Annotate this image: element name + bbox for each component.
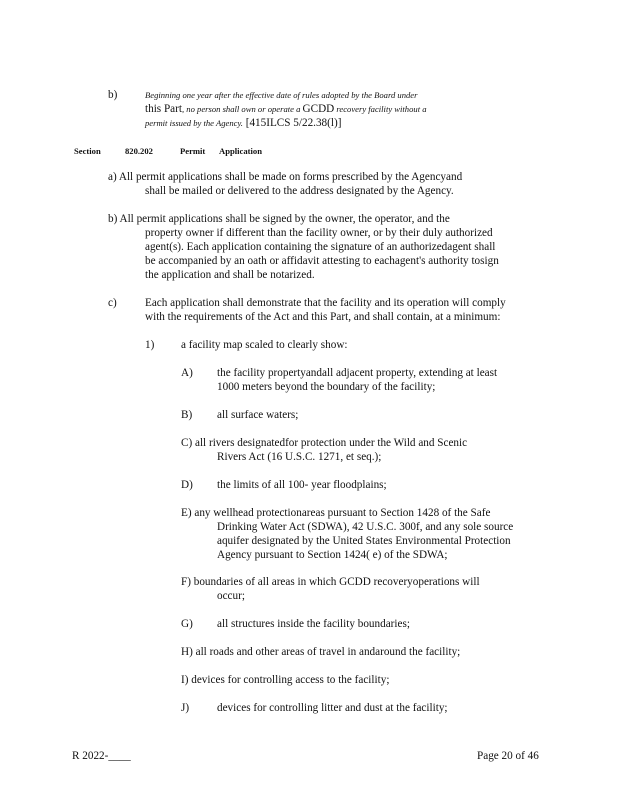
item-C-line-1: C) all rivers designatedfor protection under the Wild and Scenic xyxy=(181,437,468,449)
item-B-label: B) xyxy=(181,409,193,421)
item-E-line-2: Drinking Water Act (SDWA), 42 U.S.C. 300f, and any sole source xyxy=(217,521,514,533)
footer-document-number: R 2022-____ xyxy=(72,750,131,762)
section-label: Section xyxy=(74,146,101,156)
item-b-line-3-part-b: [415ILCS 5/22.38(l)] xyxy=(242,117,342,129)
item-b-line-3 xyxy=(145,116,427,130)
paragraph-c-label: c) xyxy=(108,297,117,309)
item-b-paragraph xyxy=(145,88,427,130)
section-title-part-1: Permit xyxy=(180,146,206,156)
paragraph-b-line-3: agent(s). Each application containing the signature of an authorizedagent shall xyxy=(145,241,496,253)
item-G-text: all structures inside the facility boundaries; xyxy=(217,618,410,630)
item-E-line-3: aquifer designated by the United States Environmental Protection xyxy=(217,535,511,547)
section-title-part-2: Application xyxy=(219,146,262,156)
item-b-label: b) xyxy=(108,89,118,101)
item-J-label: J) xyxy=(181,702,190,714)
paragraph-c-line-1: Each application shall demonstrate that the facility and its operation will comply xyxy=(145,297,506,309)
item-b-line-2-part-b: , no person shall own or operate a xyxy=(181,104,303,114)
item-F-line-2: occur; xyxy=(217,590,245,602)
item-G-label: G) xyxy=(181,618,193,630)
item-C-line-2: Rivers Act (16 U.S.C. 1271, et seq.); xyxy=(217,451,382,463)
item-1-text: a facility map scaled to clearly show: xyxy=(181,339,348,351)
item-D-label: D) xyxy=(181,479,193,491)
item-b-line-1: Beginning one year after the effective date of rules adopted by the Board under xyxy=(145,90,418,100)
item-H-text: H) all roads and other areas of travel in andaround the facility; xyxy=(181,646,461,658)
paragraph-b-line-1: b) All permit applications shall be signed by the owner, the operator, and the xyxy=(108,213,450,225)
paragraph-b-line-5: the application and shall be notarized. xyxy=(145,269,315,281)
item-B-text: all surface waters; xyxy=(217,409,299,421)
item-A-line-2: 1000 meters beyond the boundary of the facility; xyxy=(217,381,436,393)
item-D-text: the limits of all 100- year floodplains; xyxy=(217,479,387,491)
section-number: 820.202 xyxy=(125,146,153,156)
footer-page-number: Page 20 of 46 xyxy=(477,750,539,762)
item-b-line-3-part-a: permit issued by the Agency. xyxy=(145,118,243,128)
item-A-line-1: the facility propertyandall adjacent property, extending at least xyxy=(217,367,498,379)
item-A-label: A) xyxy=(181,367,193,379)
item-1-label: 1) xyxy=(145,339,155,351)
paragraph-b-line-4: be accompanied by an oath or affidavit attesting to eachagent's authority tosign xyxy=(145,255,499,267)
item-b-line-2-part-a: this Part xyxy=(145,103,182,115)
item-b-line-2-part-c: GCDD xyxy=(302,103,335,115)
item-I-text: I) devices for controlling access to the facility; xyxy=(181,674,390,686)
paragraph-a-line-2: shall be mailed or delivered to the address designated by the Agency. xyxy=(145,185,454,197)
paragraph-b-line-2: property owner if different than the facility owner, or by their duly authorized xyxy=(145,227,493,239)
paragraph-a-line-1: a) All permit applications shall be made on forms prescribed by the Agencyand xyxy=(108,171,463,183)
item-E-line-4: Agency pursuant to Section 1424( e) of the SDWA; xyxy=(217,549,448,561)
item-F-line-1: F) boundaries of all areas in which GCDD recoveryoperations will xyxy=(181,576,480,588)
paragraph-c-line-2: with the requirements of the Act and this Part, and shall contain, at a minimum: xyxy=(145,311,501,323)
item-b-line-2-part-d: recovery facility without a xyxy=(334,104,427,114)
item-J-text: devices for controlling litter and dust at the facility; xyxy=(217,702,448,714)
item-E-line-1: E) any wellhead protectionareas pursuant to Section 1428 of the Safe xyxy=(181,507,491,519)
item-b-line-2 xyxy=(145,102,427,116)
